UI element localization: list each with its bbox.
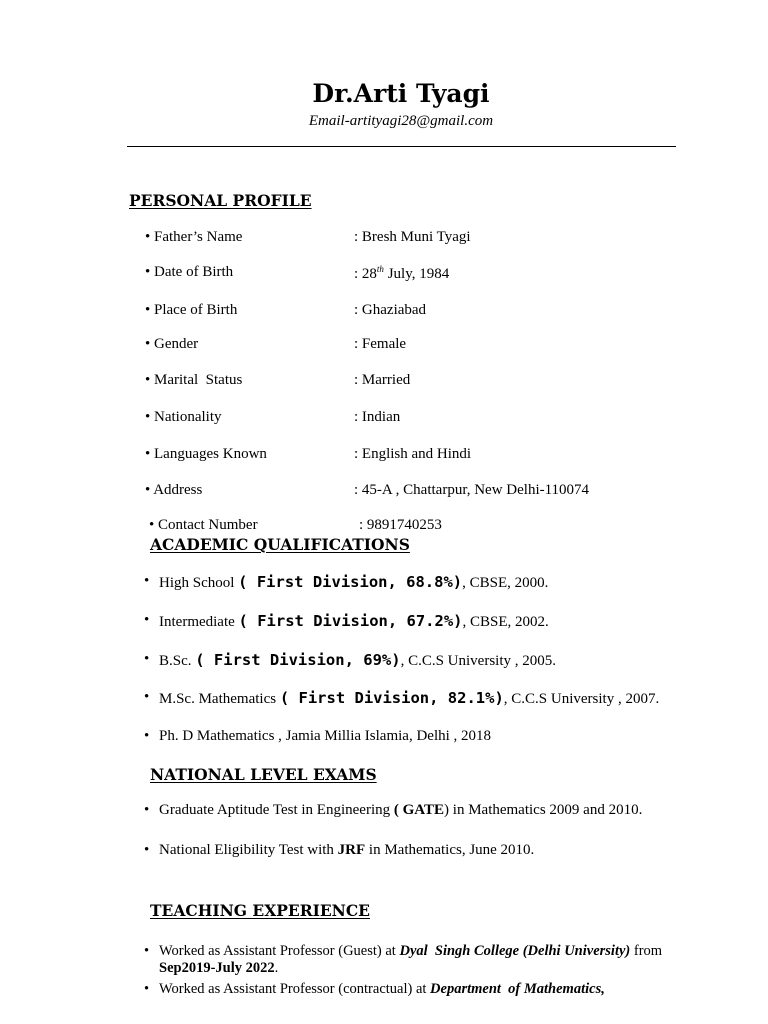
profile-value: : Married [354, 372, 411, 388]
profile-value: : Ghaziabad [354, 302, 427, 318]
bullet: • [144, 981, 150, 997]
profile-label: • Languages Known [145, 446, 267, 462]
bullet: • [144, 842, 150, 858]
profile-label: • Father’s Name [145, 229, 243, 245]
profile-label: • Gender [145, 336, 199, 352]
profile-value: : 45-A , Chattarpur, New Delhi-110074 [354, 482, 590, 498]
profile-label: • Address [145, 482, 203, 498]
profile-value: : Female [354, 336, 407, 352]
header-divider [127, 146, 676, 147]
teaching-experience-heading: TEACHING EXPERIENCE [150, 901, 370, 920]
profile-value: : 9891740253 [359, 517, 442, 533]
academic-qualifications-heading: ACADEMIC QUALIFICATIONS [150, 535, 410, 554]
bullet: • [144, 689, 150, 705]
profile-value: : English and Hindi [354, 446, 472, 462]
national-level-exams-heading: NATIONAL LEVEL EXAMS [150, 765, 377, 784]
profile-value: : 28th July, 1984 [354, 264, 450, 282]
bullet: • [144, 651, 150, 667]
profile-label: • Nationality [145, 409, 222, 425]
bullet: • [144, 612, 150, 628]
profile-label: • Marital Status [145, 372, 243, 388]
profile-label: • Place of Birth [145, 302, 238, 318]
candidate-name: Dr.Arti Tyagi [312, 79, 490, 108]
bullet: • [144, 573, 150, 589]
email-address: Email-artityagi28@gmail.com [308, 113, 494, 129]
profile-label: • Date of Birth [145, 264, 234, 280]
bullet: • [144, 943, 150, 959]
bullet: • [144, 802, 150, 818]
profile-label: • Contact Number [149, 517, 258, 533]
bullet: • [144, 728, 150, 744]
profile-value: : Indian [354, 409, 401, 425]
personal-profile-heading: PERSONAL PROFILE [129, 191, 312, 210]
profile-value: : Bresh Muni Tyagi [354, 229, 471, 245]
